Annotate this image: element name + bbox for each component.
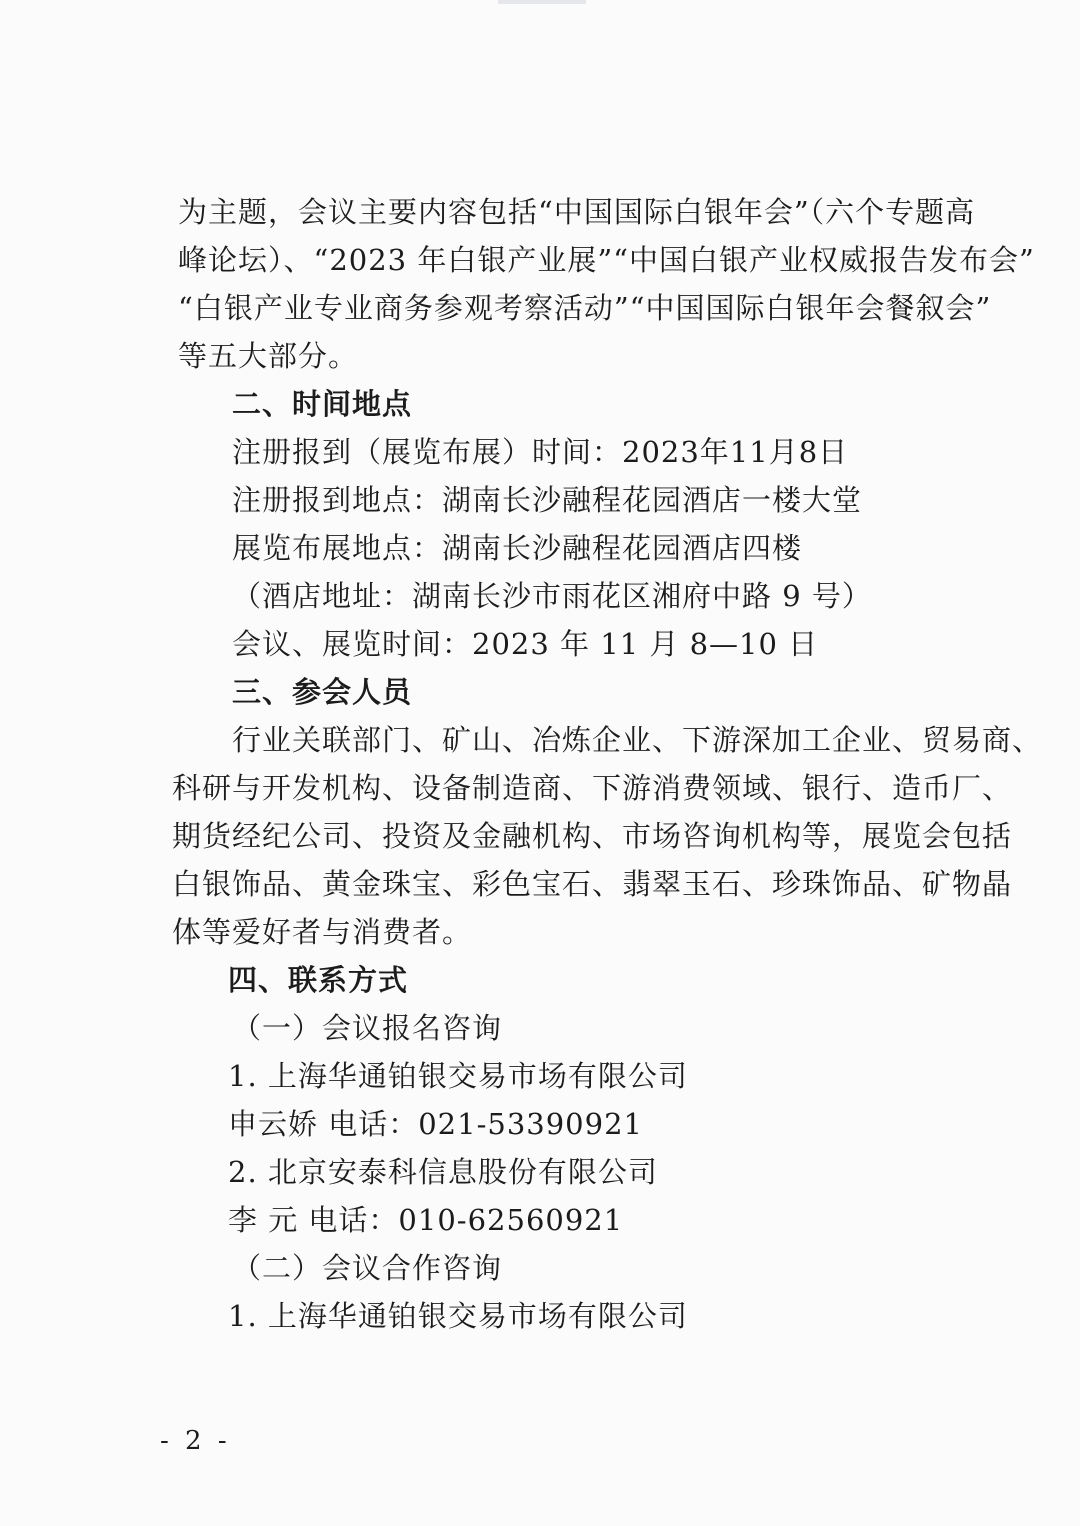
registration-place: 注册报到地点：湖南长沙融程花园酒店一楼大堂 <box>232 483 863 517</box>
intro-line-3: “白银产业专业商务参观考察活动”“中国国际白银年会餐叙会” <box>178 291 992 325</box>
meeting-time: 会议、展览时间：2023 年 11 月 8—10 日 <box>232 627 819 661</box>
attendees-line-2: 科研与开发机构、设备制造商、下游消费领域、银行、造币厂、 <box>172 771 1013 805</box>
contact-company-2: 2. 北京安泰科信息股份有限公司 <box>228 1155 658 1189</box>
intro-line-2: 峰论坛）、“2023 年白银产业展”“中国白银产业权威报告发布会” <box>178 243 1035 277</box>
scan-mark <box>498 0 586 4</box>
section-heading-time-place: 二、时间地点 <box>232 387 413 421</box>
contact-person-1: 申云娇 电话：021-53390921 <box>228 1107 643 1141</box>
cooperation-company-1: 1. 上海华通铂银交易市场有限公司 <box>228 1299 688 1333</box>
attendees-line-5: 体等爱好者与消费者。 <box>172 915 473 949</box>
section-heading-contact: 四、联系方式 <box>228 963 409 997</box>
registration-time: 注册报到（展览布展）时间：2023年11月8日 <box>232 435 849 469</box>
contact-person-2: 李 元 电话：010-62560921 <box>228 1203 624 1237</box>
page-number: - 2 - <box>160 1426 231 1456</box>
intro-line-1: 为主题，会议主要内容包括“中国国际白银年会”（六个专题高 <box>178 195 976 229</box>
subsection-registration-inquiry: （一）会议报名咨询 <box>232 1011 503 1045</box>
exhibition-place: 展览布展地点：湖南长沙融程花园酒店四楼 <box>232 531 803 565</box>
contact-company-1: 1. 上海华通铂银交易市场有限公司 <box>228 1059 688 1093</box>
hotel-address: （酒店地址：湖南长沙市雨花区湘府中路 9 号） <box>232 579 872 613</box>
subsection-cooperation-inquiry: （二）会议合作咨询 <box>232 1251 503 1285</box>
intro-line-4: 等五大部分。 <box>178 339 359 373</box>
section-heading-attendees: 三、参会人员 <box>232 675 413 709</box>
attendees-line-4: 白银饰品、黄金珠宝、彩色宝石、翡翠玉石、珍珠饰品、矿物晶 <box>172 867 1013 901</box>
attendees-line-1: 行业关联部门、矿山、冶炼企业、下游深加工企业、贸易商、 <box>232 723 1043 757</box>
attendees-line-3: 期货经纪公司、投资及金融机构、市场咨询机构等，展览会包括 <box>172 819 1013 853</box>
